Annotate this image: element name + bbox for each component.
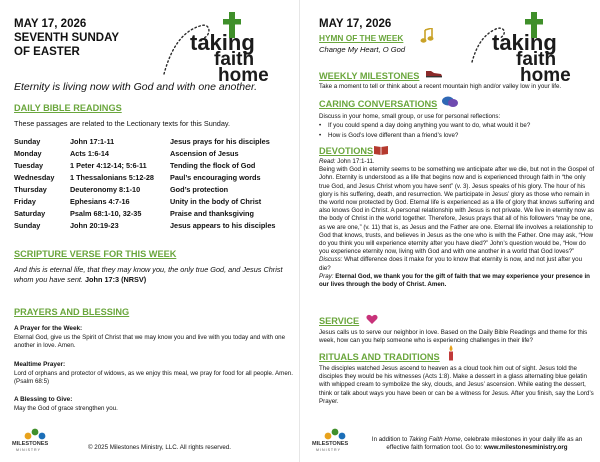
devotions-block (319, 158, 595, 289)
footer-url[interactable]: www.milestonesministry.org (484, 444, 568, 451)
left-date-heading (14, 17, 119, 59)
reading-theme: Praise and thanksgiving (170, 208, 254, 218)
mealtime-prayer-title: Mealtime Prayer: (14, 361, 66, 368)
hymn-heading: HYMN OF THE WEEK (319, 33, 404, 43)
tagline: Eternity is living now with God and with one another. (14, 81, 257, 93)
blessing-title: A Blessing to Give: (14, 396, 73, 403)
prayer-week-title: A Prayer for the Week: (14, 325, 83, 332)
reading-row (14, 171, 275, 183)
footer-text-italic: Taking Faith Home (409, 436, 461, 443)
shoe-icon (425, 68, 443, 78)
discuss-label: Discuss: (319, 256, 343, 264)
caring-question-1: • If you could spend a day doing anything you want to do, what would it be? (328, 122, 594, 130)
caring-conversations-heading: CARING CONVERSATIONS (319, 99, 438, 109)
caring-intro: Discuss in your home, small group, or use for personal reflections: (319, 113, 501, 120)
service-heading: SERVICE (319, 316, 360, 326)
right-logo-word-home: home (520, 65, 571, 86)
right-milestones-wordmark: MILESTONES (312, 441, 349, 447)
reading-row (14, 207, 275, 219)
taking-faith-home-logo (160, 12, 280, 84)
reading-row (14, 219, 275, 231)
discuss-text: What difference does it make for you to know that eternity is now, and not just after you die? (319, 256, 583, 272)
left-date: MAY 17, 2026 (14, 18, 87, 30)
reading-theme: Unity in the body of Christ (170, 196, 262, 206)
reading-day: Sunday (14, 136, 41, 146)
footer-text-1: In addition to (371, 436, 408, 443)
reading-reference: John 17:1-11 (70, 136, 115, 146)
reading-theme: Jesus prays for his disciples (170, 136, 270, 146)
daily-readings-heading: DAILY BIBLE READINGS (14, 103, 122, 113)
reading-reference: Deuteronomy 8:1-10 (70, 184, 141, 194)
reading-row (14, 135, 275, 147)
reading-day: Saturday (14, 208, 46, 218)
occasion-line-2: OF EASTER (14, 46, 80, 58)
right-milestones-logo-icon (312, 426, 352, 454)
reading-reference: Ephesians 4:7-16 (70, 196, 130, 206)
right-page (300, 0, 600, 462)
reading-row (14, 147, 275, 159)
reading-reference: 1 Thessalonians 5:12-28 (70, 172, 154, 182)
reading-row (14, 195, 275, 207)
reading-reference: 1 Peter 4:12-14; 5:6-11 (70, 160, 147, 170)
footer-promo-text (367, 436, 587, 452)
right-logo-word-faith: faith (516, 49, 557, 70)
prayers-heading: PRAYERS AND BLESSING (14, 307, 130, 317)
read-reference: John 17:1-11. (337, 158, 375, 165)
reading-day: Tuesday (14, 160, 44, 170)
pray-text: Eternal God, we thank you for the gift of faith that we may experience your presence in our lives through the body of Christ. Amen. (319, 272, 590, 289)
devotions-heading: DEVOTIONS (319, 146, 374, 156)
reading-reference: Acts 1:6-14 (70, 148, 109, 158)
reading-reference: Psalm 68:1-10, 32-35 (70, 208, 142, 218)
prayer-week-body: Eternal God, give us the Spirit of Christ that we may know you and live with you today and with one another in love. Amen. (14, 334, 286, 350)
reading-day: Monday (14, 148, 42, 158)
logo-word-home: home (218, 65, 269, 86)
mealtime-prayer-body: Lord of orphans and protector of widows, as we enjoy this meal, we pray for food for all people. Amen. (Psalm 68:5) (14, 370, 293, 386)
speech-bubbles-icon (441, 95, 459, 109)
reading-theme: Jesus appears to his disciples (170, 220, 276, 230)
candle-icon (446, 345, 456, 361)
occasion-line-1: SEVENTH SUNDAY (14, 32, 120, 44)
milestones-wordmark: MILESTONES (12, 441, 49, 447)
reading-reference: John 20:19-23 (70, 220, 119, 230)
music-note-icon (420, 28, 434, 44)
right-date: MAY 17, 2026 (319, 18, 392, 30)
service-text: Jesus calls us to serve our neighbor in love. Based on the Daily Bible Readings and theme for this week, how can you help someone who is experiencing challenges in their life? (319, 329, 588, 345)
blessing-body: May the God of grace strengthen you. (14, 405, 118, 412)
readings-intro: These passages are related to the Lectionary texts for this Sunday. (14, 119, 231, 128)
milestones-text: Take a moment to tell or think about a recent mountain high and/or valley low in your life. (319, 83, 562, 90)
verse-reference: John 17:3 (NRSV) (85, 275, 147, 284)
logo-word-taking: taking (190, 30, 255, 55)
verse-text: And this is eternal life, that they may know you, the only true God, and Jesus Christ whom you have sent. (14, 265, 283, 284)
copyright-text: © 2025 Milestones Ministry, LLC. All rights reserved. (88, 444, 232, 451)
right-taking-faith-home-logo (468, 12, 588, 84)
reading-day: Friday (14, 196, 36, 206)
caring-question-2: • How is God’s love different than a friend’s love? (328, 132, 594, 140)
book-icon (373, 144, 389, 155)
ministry-wordmark: M I N I S T R Y (16, 448, 40, 452)
readings-table (14, 135, 275, 231)
scripture-verse (14, 265, 294, 285)
milestones-logo-icon (12, 426, 52, 454)
reading-day: Thursday (14, 184, 47, 194)
right-logo-word-taking: taking (492, 30, 557, 55)
reading-theme: Ascension of Jesus (170, 148, 239, 158)
heart-icon (366, 314, 378, 325)
reading-day: Wednesday (14, 172, 55, 182)
right-ministry-wordmark: M I N I S T R Y (316, 448, 340, 452)
reading-row (14, 159, 275, 171)
rituals-heading: RITUALS AND TRADITIONS (319, 352, 440, 362)
footer-text-2: , celebrate milestones in your daily life as an effective faith formation tool. Go to: (386, 436, 583, 451)
reading-theme: Tending the flock of God (170, 160, 256, 170)
read-label: Read: (319, 158, 336, 165)
weekly-milestones-heading: WEEKLY MILESTONES (319, 71, 420, 81)
reading-theme: Paul’s encouraging words (170, 172, 261, 182)
reading-theme: God’s protection (170, 184, 229, 194)
reading-row (14, 183, 275, 195)
rituals-text: The disciples watched Jesus ascend to heaven as a cloud took him out of sight. Jesus told the disciples they would be his witnesses (Acts 1:8). Make a dessert in a glass alternating blue gelatin with whipped cream to symbolize the sky, clouds, and Jesus’ ascension. While eating the dessert, think or talk about ways you have been or can be a witness for Jesus. After you finish, say the Lord’s Prayer. (319, 365, 594, 405)
scripture-verse-heading: SCRIPTURE VERSE FOR THIS WEEK (14, 249, 177, 259)
logo-word-faith: faith (214, 49, 255, 70)
caring-questions (328, 122, 594, 140)
devotions-body: Being with God in eternity seems to be something we anticipate after we die, but not in the Gospel of John. Eternity is understood as a life that begins now and is experienced through faith in “the only true God, and Jesus Christ whom you have sent” (v. 3). Jesus speaks of his glory. The hour of his glory is his suffering, death, and resurrection. We participate in Jesus’ glory as those who remain in the world now protected by God. Eternal life is experienced as a life of glory that knows suffering and also knows God in Christ. A personal relationship with Jesus is not private. We live in eternity now as the body of Christ in the world together. Therefore, Jesus prays that all of his followers “may be one, as we are one,” (v. 11) that is, as Jesus and the Father are one. Eternal life involves a relationship to God that knows, trusts, and believes in Jesus as the one who is with the Father. One may ask, “How do you think you will experience eternity after you have died?” John’s question would be, “How do you experience eternity now, living with God and with one another in a world that God loves?” (319, 166, 595, 256)
hymn-title: Change My Heart, O God (319, 45, 406, 54)
reading-day: Sunday (14, 220, 41, 230)
pray-label: Pray: (319, 272, 334, 280)
